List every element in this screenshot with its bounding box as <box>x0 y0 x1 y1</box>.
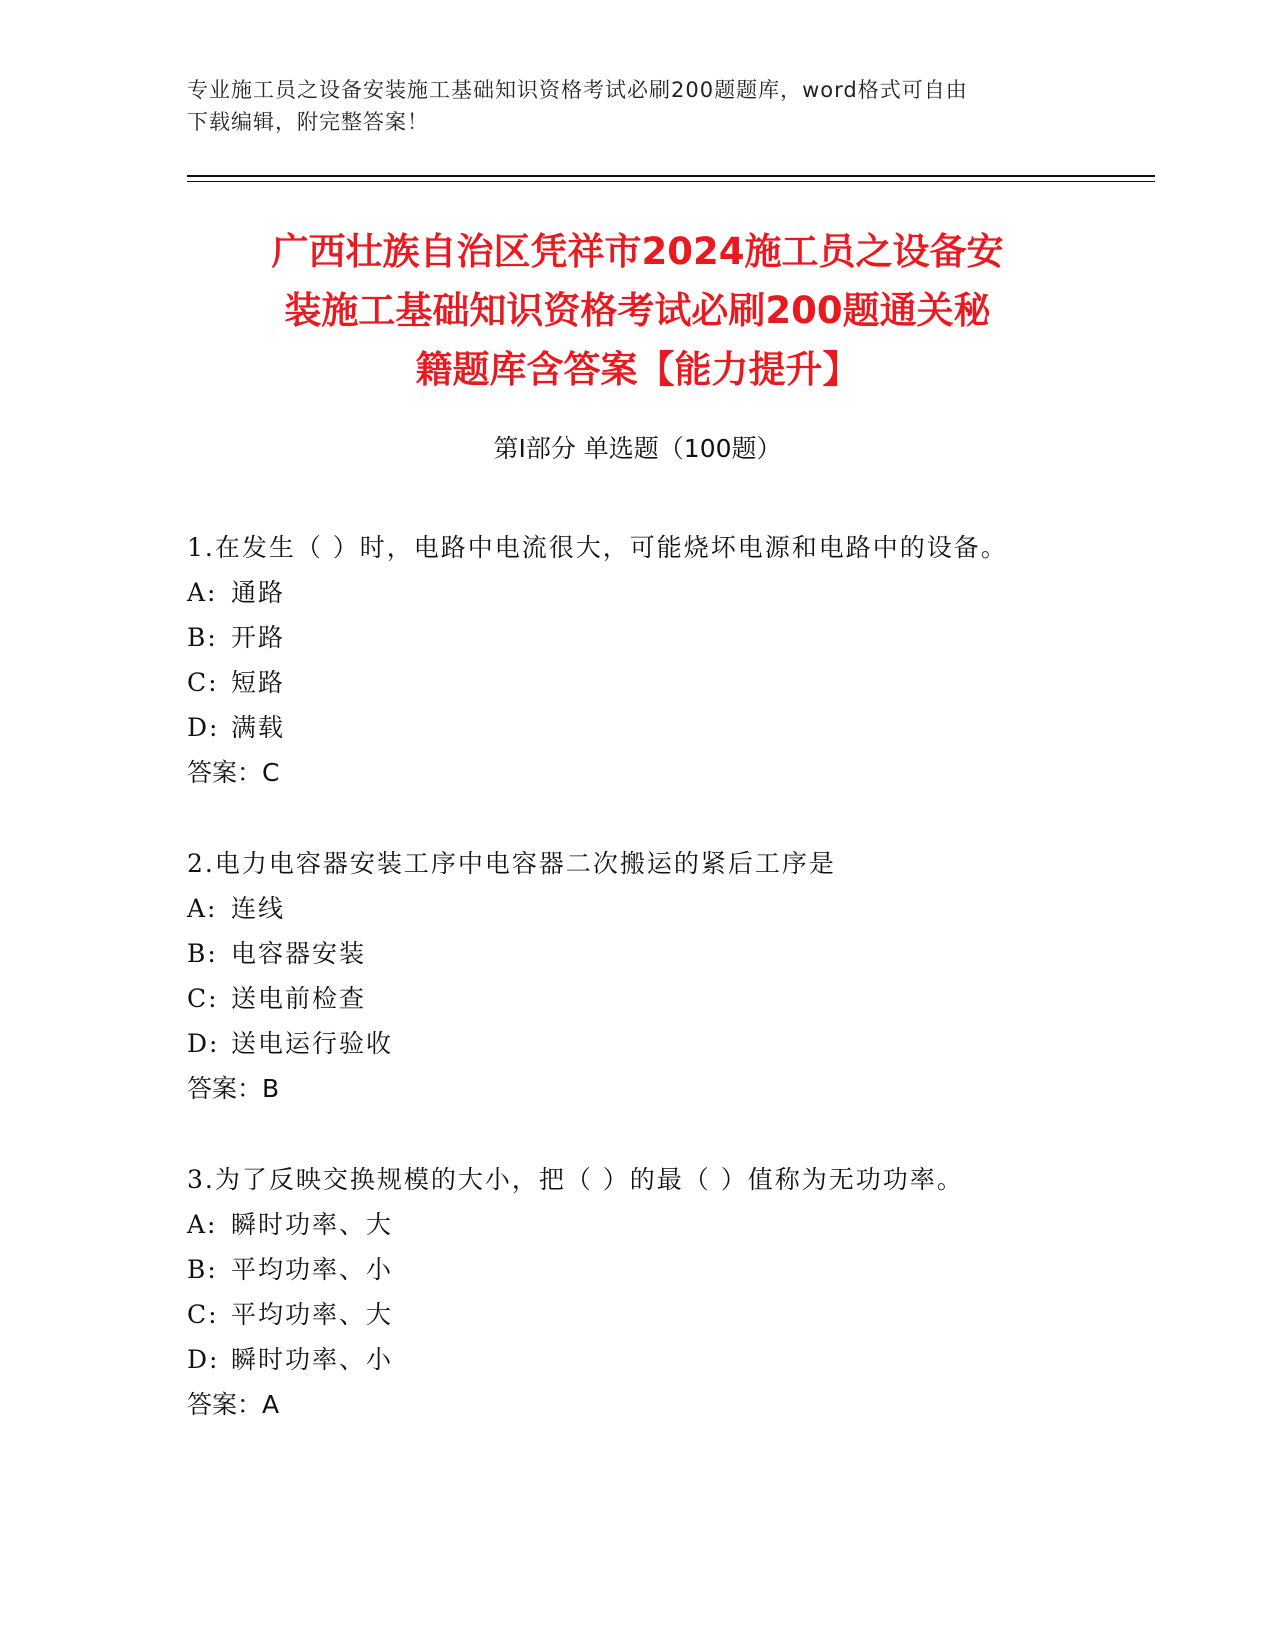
question-list <box>187 525 1147 1473</box>
option-key: C: <box>187 668 219 697</box>
option-key: B: <box>187 939 218 968</box>
option-text: 送电前检查 <box>231 984 367 1013</box>
header-note-line: 下载编辑，附完整答案！ <box>187 110 429 134</box>
question-option <box>187 1202 1147 1247</box>
question-option <box>187 1021 1147 1066</box>
question-answer: 答案：B <box>187 1074 280 1103</box>
question-answer: 答案：C <box>187 758 280 787</box>
document-title <box>160 222 1115 399</box>
option-text: 连线 <box>231 894 286 923</box>
question-option <box>187 660 1147 705</box>
question-item <box>187 525 1147 795</box>
option-text: 平均功率、小 <box>231 1255 394 1284</box>
option-key: A: <box>187 1210 218 1239</box>
option-key: B: <box>187 1255 218 1284</box>
question-option <box>187 1247 1147 1292</box>
question-item <box>187 1157 1147 1427</box>
question-option <box>187 976 1147 1021</box>
title-line: 广西壮族自治区凭祥市2024施工员之设备安 <box>271 230 1004 273</box>
option-key: C: <box>187 984 219 1013</box>
question-item <box>187 841 1147 1111</box>
question-option <box>187 705 1147 750</box>
option-text: 瞬时功率、小 <box>231 1345 394 1374</box>
question-option <box>187 615 1147 660</box>
header-divider-thick <box>187 175 1155 177</box>
question-option <box>187 886 1147 931</box>
section-title: 第Ⅰ部分 单选题（100题） <box>493 434 782 463</box>
option-text: 满载 <box>231 713 286 742</box>
question-stem: 3.为了反映交换规模的大小，把（ ）的最（ ）值称为无功功率。 <box>187 1165 964 1194</box>
option-key: C: <box>187 1300 219 1329</box>
option-text: 开路 <box>231 623 286 652</box>
option-text: 短路 <box>231 668 286 697</box>
question-option <box>187 1292 1147 1337</box>
option-key: B: <box>187 623 218 652</box>
question-option <box>187 1337 1147 1382</box>
option-text: 送电运行验收 <box>231 1029 394 1058</box>
option-text: 通路 <box>231 578 286 607</box>
header-divider-thin <box>187 181 1155 182</box>
option-text: 电容器安装 <box>231 939 367 968</box>
option-text: 平均功率、大 <box>231 1300 394 1329</box>
question-stem: 2.电力电容器安装工序中电容器二次搬运的紧后工序是 <box>187 849 836 878</box>
option-text: 瞬时功率、大 <box>231 1210 394 1239</box>
question-stem: 1.在发生（ ）时，电路中电流很大，可能烧坏电源和电路中的设备。 <box>187 533 1008 562</box>
title-line: 装施工基础知识资格考试必刷200题通关秘 <box>284 289 991 332</box>
header-note-line: 专业施工员之设备安装施工基础知识资格考试必刷200题题库，word格式可自由 <box>187 78 968 102</box>
question-option <box>187 931 1147 976</box>
option-key: D: <box>187 713 220 742</box>
option-key: D: <box>187 1345 220 1374</box>
option-key: D: <box>187 1029 220 1058</box>
option-key: A: <box>187 894 218 923</box>
question-option <box>187 570 1147 615</box>
option-key: A: <box>187 578 218 607</box>
title-line: 籍题库含答案【能力提升】 <box>415 348 860 391</box>
header-note <box>187 74 1087 138</box>
question-answer: 答案：A <box>187 1390 280 1419</box>
